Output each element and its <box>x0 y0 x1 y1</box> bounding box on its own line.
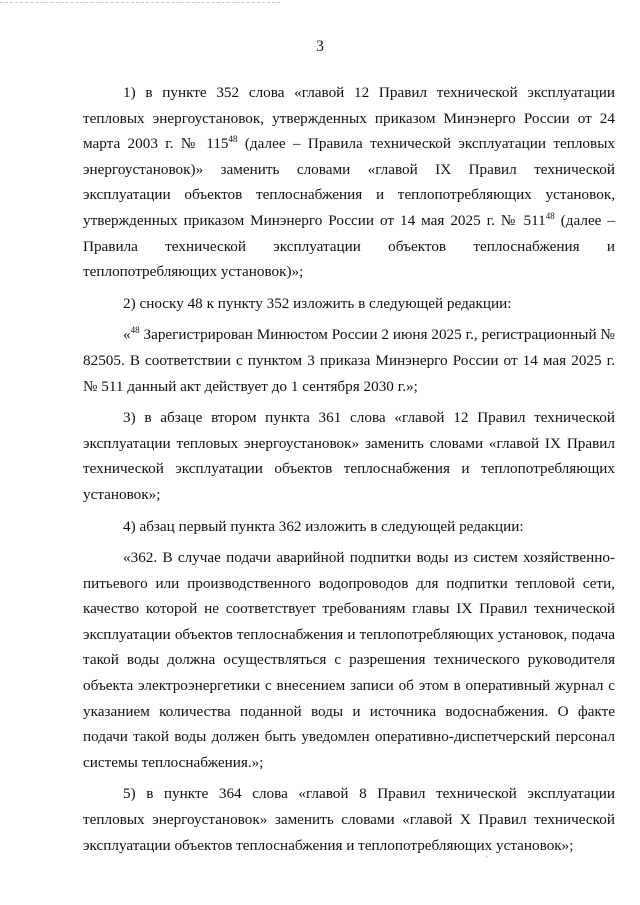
footnote-ref: 48 <box>545 210 555 221</box>
paragraph-text: (далее – Правила технической эксплуатации объектов теплоснабжения и теплопотребляющих установок)»; <box>83 211 615 281</box>
paragraph-item-5: 4) абзац первый пункта 362 изложить в следующей редакции: <box>123 517 524 535</box>
paragraph-item-4: 3) в абзаце втором пункта 361 слова «главой 12 Правил технической эксплуатации тепловых энергоустановок» заменить словами «главой IX Правил технической эксплуатации объектов теплоснабжения и теплопотребляющих установок»; <box>83 409 615 503</box>
footnote-ref: 48 <box>130 325 140 336</box>
paragraph-item-6: «362. В случае подачи аварийной подпитки воды из систем хозяйственно-питьевого или производственного водопроводов для подпитки тепловой сети, качество которой не соответствует требованиям главы IX Правил технической эксплуатации объектов теплоснабжения и теплопотребляющих установок, подача такой воды должна осуществляться с разрешения технического руководителя объекта электроэнергетики с внесением записи об этом в оперативный журнал с указанием количества поданной воды и источника водоснабжения. О факте подачи такой воды должен быть уведомлен оперативно-диспетчерский персонал системы теплоснабжения.»; <box>83 549 615 771</box>
paragraph-text: Зарегистрирован Минюстом России 2 июня 2025 г., регистрационный № 82505. В соответствии с пунктом 3 приказа Минэнерго России от 14 мая 2025 г. № 511 данный акт действует до 1 сентября 2030 г.»; <box>83 326 615 395</box>
paragraph-item-7: 5) в пункте 364 слова «главой 8 Правил технической эксплуатации тепловых энергоустановок» заменить словами «главой X Правил технической эксплуатации объектов теплоснабжения и теплопотребляющих установок»; <box>83 785 615 854</box>
paragraph-text: (далее – Правила технической эксплуатации тепловых энергоустановок)» заменить словами «главой IX Правил технической эксплуатации объектов теплоснабжения и теплопотребляющих установок, утвержденных приказом Минэнерго России от 14 мая 2025 г. № 511 <box>83 135 615 229</box>
document-body <box>83 80 615 858</box>
paragraph-item-1 <box>83 80 615 285</box>
paragraph-text: 1) в пункте 352 слова «главой 12 Правил технической эксплуатации тепловых энергоустановок, утвержденных приказом Минэнерго России от 24 марта 2003 г. № 115 <box>83 84 615 153</box>
scan-speck <box>486 856 488 858</box>
top-edge-line <box>0 2 280 3</box>
footnote-ref: 48 <box>228 134 238 145</box>
paragraph-item-2: 2) сноску 48 к пункту 352 изложить в следующей редакции: <box>123 294 512 312</box>
paragraph-item-3 <box>83 322 615 399</box>
paragraph-text: « <box>123 326 131 344</box>
page-number: 3 <box>316 38 324 55</box>
